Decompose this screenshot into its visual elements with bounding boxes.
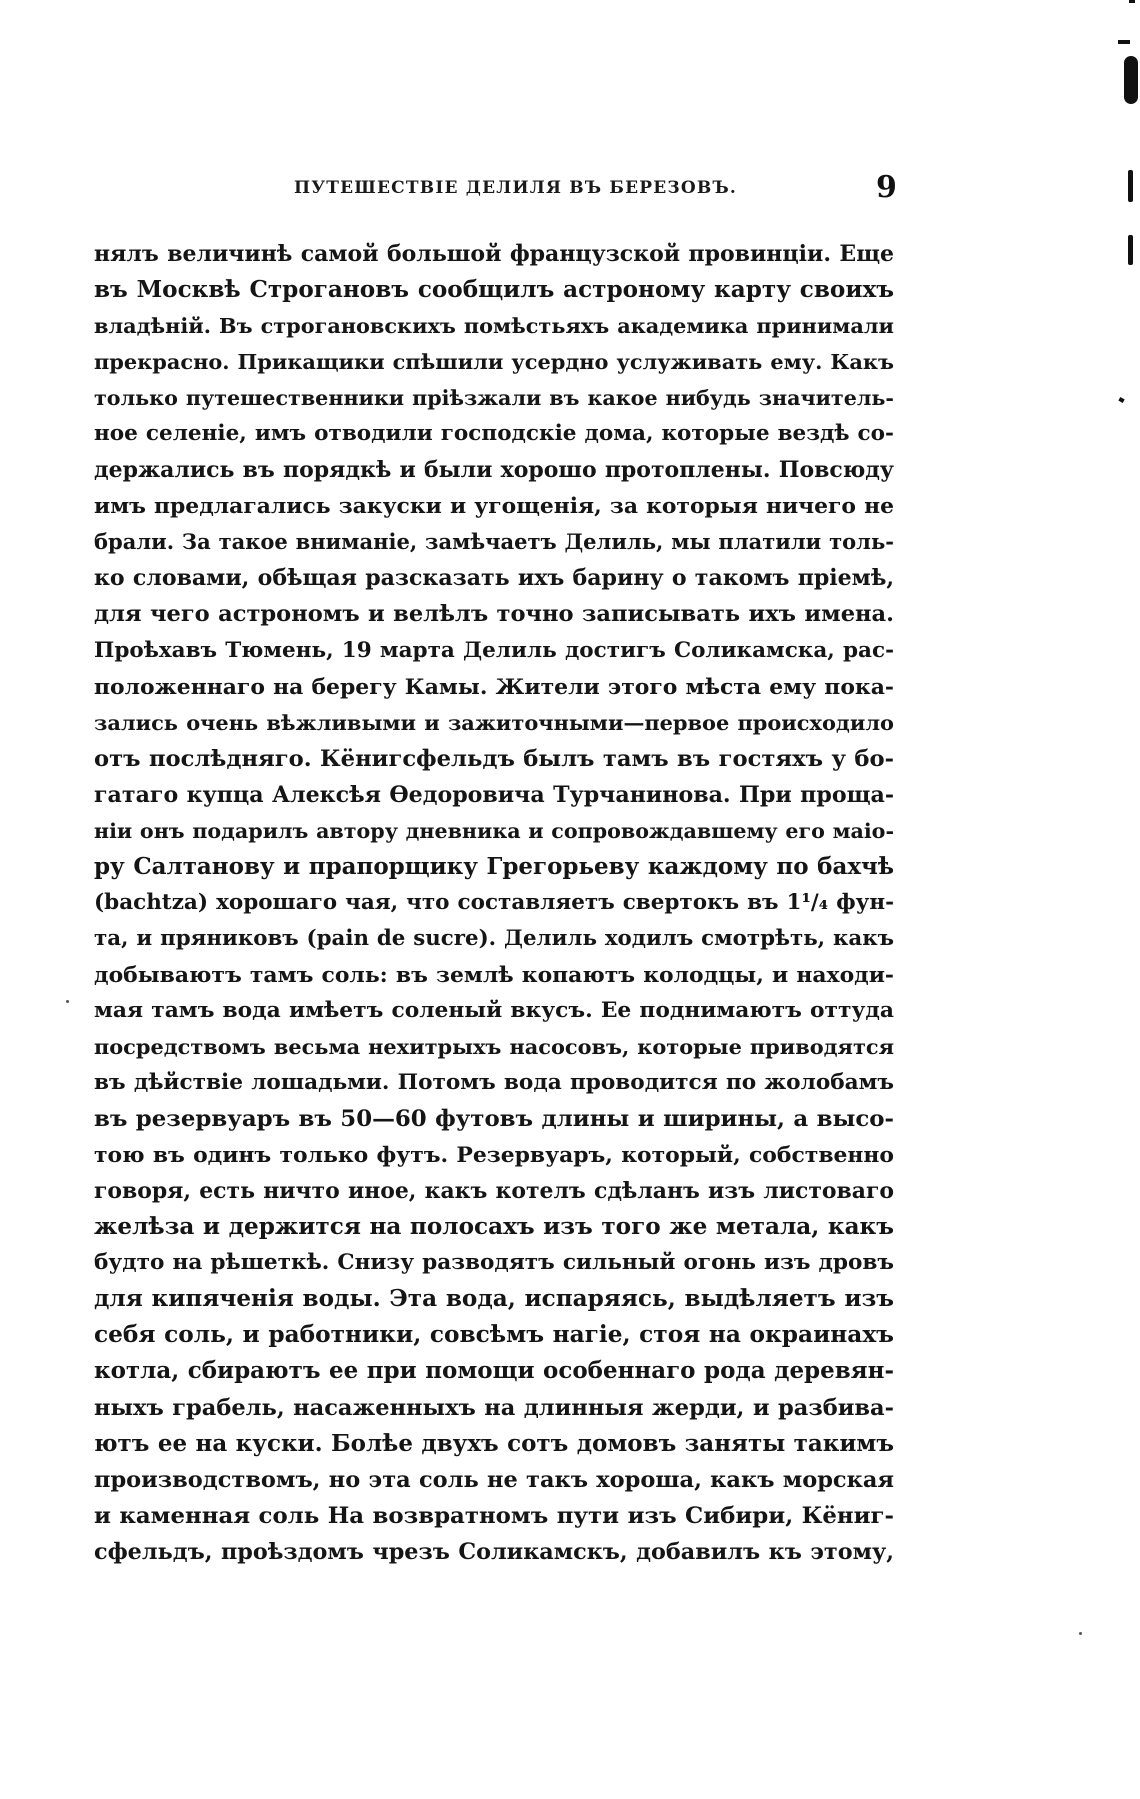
page-header: [94, 170, 897, 210]
text-line: добываютъ тамъ соль: въ землѣ копаютъ колодцы, и находи-: [94, 961, 894, 988]
text-line: себя соль, и работники, совсѣмъ нагіе, стоя на окраинахъ: [94, 1321, 894, 1349]
text-line: сфельдъ, проѣздомъ чрезъ Соликамскъ, добавилъ къ этому,: [94, 1538, 894, 1565]
scan-speck: [66, 1000, 69, 1003]
text-line: производствомъ, но эта соль не такъ хороша, какъ морская: [94, 1466, 894, 1493]
scan-mark: [1118, 397, 1124, 403]
text-line: для чего астрономъ и велѣлъ точно записывать ихъ имена.: [94, 601, 894, 628]
text-line: только путешественники пріѣзжали въ какое нибудь значитель-: [94, 386, 894, 411]
scan-mark: [1124, 56, 1138, 104]
scan-mark: [1129, 0, 1135, 3]
text-line: въ Москвѣ Строгановъ сообщилъ астроному карту своихъ: [94, 276, 894, 304]
body-text: [94, 236, 894, 1570]
text-line: ру Салтанову и прапорщику Грегорьеву каждому по бахчѣ: [94, 852, 894, 880]
running-title: ПУТЕШЕСТВІЕ ДЕЛИЛЯ ВЪ БЕРЕЗОВЪ.: [294, 178, 738, 198]
text-line: тою въ одинъ только футъ. Резервуаръ, который, собственно: [94, 1142, 894, 1169]
scan-mark: [1118, 40, 1130, 44]
text-line: будто на рѣшеткѣ. Снизу разводятъ сильный огонь изъ дровъ: [94, 1250, 894, 1276]
scan-speck: [1079, 1632, 1082, 1635]
text-line: положеннаго на берегу Камы. Жители этого мѣста ему пока-: [94, 673, 894, 700]
text-line: ное селеніе, имъ отводили господскіе дома, которые вездѣ со-: [94, 421, 894, 447]
text-line: (bachtza) хорошаго чая, что составляетъ свертокъ въ 1¹/₄ фун-: [94, 889, 894, 915]
text-line: Проѣхавъ Тюмень, 19 марта Делиль достигъ Соликамска, рас-: [94, 637, 894, 663]
text-line: говоря, есть ничто иное, какъ котелъ сдѣланъ изъ листоваго: [94, 1178, 894, 1205]
text-line: желѣза и держится на полосахъ изъ того же метала, какъ: [94, 1213, 894, 1241]
text-line: брали. За такое вниманіе, замѣчаетъ Делиль, мы платили толь-: [94, 529, 894, 555]
scan-mark: [1128, 235, 1133, 265]
text-line: владѣній. Въ строгановскихъ помѣстьяхъ академика принимали: [94, 313, 894, 339]
text-line: имъ предлагались закуски и угощенія, за которыя ничего не: [94, 493, 894, 520]
scan-edge-marks: [1096, 0, 1140, 500]
text-line: зались очень вѣжливыми и зажиточными—первое происходило: [94, 709, 894, 735]
text-line: въ резервуаръ въ 50—60 футовъ длины и ширины, а высо-: [94, 1106, 894, 1133]
text-line: посредствомъ весьма нехитрыхъ насосовъ, которые приводятся: [94, 1034, 894, 1060]
text-line: и каменная соль На возвратномъ пути изъ Сибири, Кёниг-: [94, 1502, 894, 1529]
text-line: ніи онъ подарилъ автору дневника и сопровождавшему его маіо-: [94, 818, 894, 843]
page-number: 9: [876, 170, 897, 205]
text-line: мая тамъ вода имѣетъ соленый вкусъ. Ее поднимаютъ оттуда: [94, 997, 894, 1023]
text-line: гатаго купца Алексѣя Өедоровича Турчанинова. При проща-: [94, 781, 894, 808]
scan-mark: [1128, 170, 1133, 202]
text-line: прекрасно. Прикащики спѣшили усердно услуживать ему. Какъ: [94, 349, 894, 375]
text-line: котла, сбираютъ ее при помощи особеннаго рода деревян-: [94, 1357, 894, 1385]
text-line: нялъ величинѣ самой большой французской провинціи. Еще: [94, 241, 894, 267]
text-line: для кипяченія воды. Эта вода, испаряясь, выдѣляетъ изъ: [94, 1285, 894, 1313]
text-line: въ дѣйствіе лошадьми. Потомъ вода проводится по жолобамъ: [94, 1070, 894, 1096]
text-line: держались въ порядкѣ и были хорошо протоплены. Повсюду: [94, 457, 894, 484]
text-line: отъ послѣдняго. Кёнигсфельдъ былъ тамъ въ гостяхъ у бо-: [94, 745, 894, 772]
text-line: та, и пряниковъ (pain de sucre). Делиль ходилъ смотрѣть, какъ: [94, 925, 894, 951]
text-line: ко словами, обѣщая разсказать ихъ барину о такомъ пріемѣ,: [94, 565, 894, 592]
text-line: ныхъ грабель, насаженныхъ на длинныя жерди, и разбива-: [94, 1394, 894, 1421]
text-line: ютъ ее на куски. Болѣе двухъ сотъ домовъ заняты такимъ: [94, 1429, 894, 1457]
